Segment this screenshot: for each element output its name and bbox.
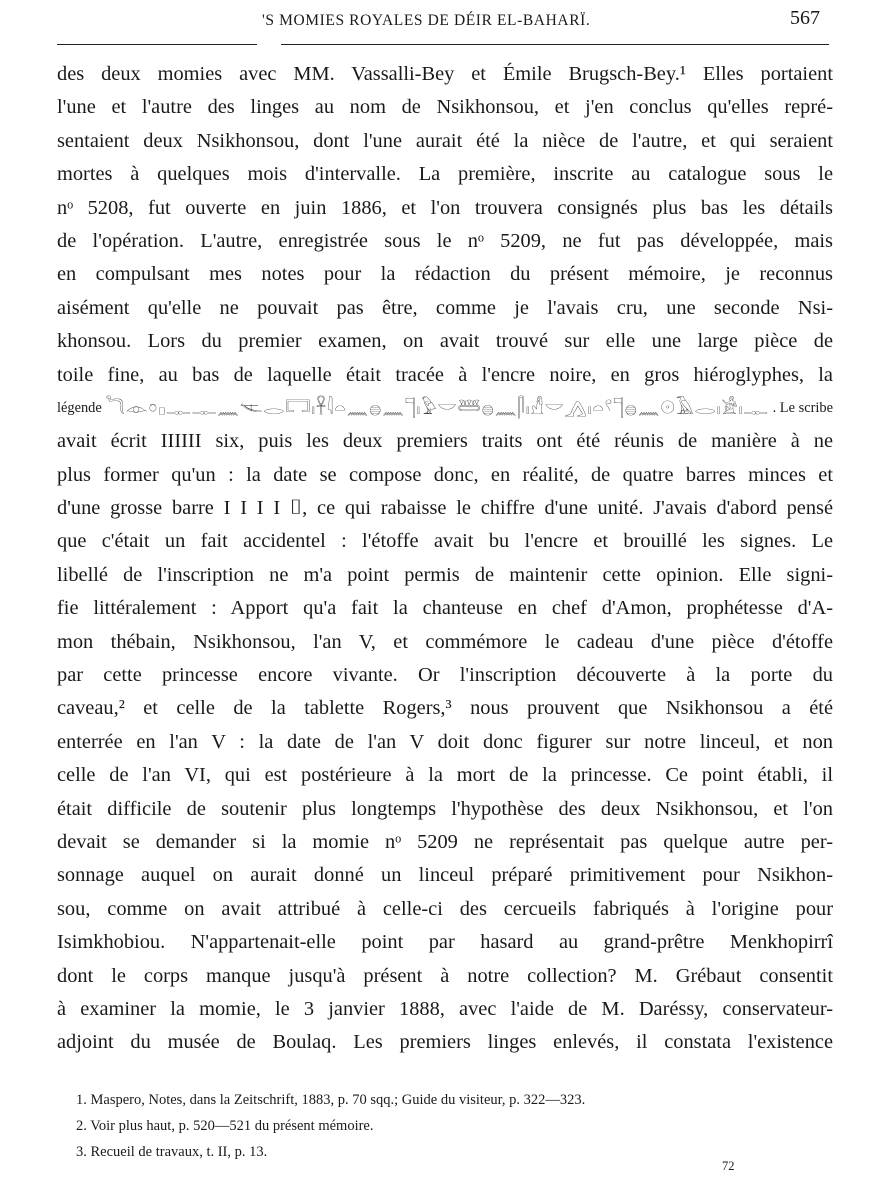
footnote: 2. Voir plus haut, p. 520—521 du présent mémoire. (76, 1118, 374, 1134)
text-line: des deux momies avec MM. Vassalli-Bey et Émile Brugsch-Bey.¹ Elles portaient (57, 63, 833, 85)
hieroglyph-legend: 𓆓𓁹𓏌𓊪𓊃𓊃𓈖𓌻𓂋𓉐𓏤𓋹𓇋𓏏𓈖𓐍𓈖𓊹𓏤𓅱𓎟𓆷𓐍𓈖𓋴𓏤𓀭𓎟𓂻𓏤𓏏𓍢𓊹𓐍𓈖𓇳𓄿𓂋𓏤𓀀𓏤𓊃 (105, 397, 769, 419)
text-line: avait écrit IIIIII six, puis les deux premiers traits ont été réunis de manière à ne (57, 430, 833, 453)
text-line: dont le corps manque jusqu'à présent à notre collection? M. Grébaut consentit (57, 964, 833, 987)
text-line: était difficile de soutenir plus longtemps l'hypothèse des deux Nsikhonsou, et l'on (57, 797, 833, 820)
text-line: à examiner la momie, le 3 janvier 1888, avec l'aide de M. Daréssy, conservateur- (57, 997, 833, 1020)
text-line: aisément qu'elle ne pouvait pas être, comme je l'avais cru, une seconde Nsi- (57, 296, 833, 319)
text-line: sonnage auquel on aurait donné un linceul préparé primitivement pour Nsikhon- (57, 864, 833, 887)
text-line: d'une grosse barre I I I I ⌷, ce qui rabaisse le chiffre d'une unité. J'avais d'abord pensé (57, 497, 833, 520)
body-text (57, 58, 833, 1060)
text-line: devait se demander si la momie nᵒ 5209 ne représentait pas quelque autre per- (57, 830, 833, 853)
text-line: sentaient deux Nsikhonsou, dont l'une aurait été la nièce de l'autre, et qui seraient (57, 129, 833, 152)
text-line: l'une et l'autre des linges au nom de Nsikhonsou, et j'en conclus qu'elles repré- (57, 96, 833, 119)
legend-trailing-text: . Le scribe (772, 399, 833, 416)
legend-label: légende (57, 399, 102, 416)
text-line: nᵒ 5208, fut ouverte en juin 1886, et l'on trouvera consignés plus bas les détails (57, 196, 833, 219)
footnote: 3. Recueil de travaux, t. II, p. 13. (76, 1144, 268, 1160)
text-line: que c'était un fait accidentel : l'étoffe avait bu l'encre et brouillé les signes. Le (57, 530, 833, 553)
text-line: libellé de l'inscription ne m'a point permis de maintenir cette opinion. Elle signi- (57, 563, 833, 586)
text-line: khonsou. Lors du premier examen, on avait trouvé sur elle une large pièce de (57, 330, 833, 353)
running-title: 'S MOMIES ROYALES DE DÉIR EL-BAHARÏ. (262, 12, 591, 29)
text-line: sou, comme on avait attribué à celle-ci des cercueils fabriqués à l'origine pour (57, 897, 833, 920)
footnote: 1. Maspero, Notes, dans la Zeitschrift, 1883, p. 70 sqq.; Guide du visiteur, p. 322—323. (76, 1092, 586, 1108)
footnotes (76, 1087, 836, 1165)
text-line: plus former qu'un : la date se compose donc, en réalité, de quatre barres minces et (57, 463, 833, 486)
page-header (0, 4, 874, 44)
text-line: par cette princesse encore vivante. Or l'inscription découverte à la porte du (57, 664, 833, 687)
text-line: en compulsant mes notes pour la rédaction du présent mémoire, je reconnus (57, 263, 833, 286)
text-line: de l'opération. L'autre, enregistrée sous le nᵒ 5209, ne fut pas développée, mais (57, 229, 833, 252)
header-rule-right (281, 44, 829, 45)
page-number: 567 (790, 7, 820, 29)
text-line: fie littéralement : Apport qu'a fait la chanteuse en chef d'Amon, prophétesse d'A- (57, 597, 833, 620)
text-line: toile fine, au bas de laquelle était tracée à l'encre noire, en gros hiéroglyphes, la (57, 363, 833, 386)
text-line: enterrée en l'an V : la date de l'an V doit donc figurer sur notre linceul, et non (57, 730, 833, 753)
text-line: caveau,² et celle de la tablette Rogers,³ nous prouvent que Nsikhonsou a été (57, 697, 833, 720)
text-line: adjoint du musée de Boulaq. Les premiers linges enlevés, il constata l'existence (57, 1031, 833, 1054)
signature-mark: 72 (722, 1159, 735, 1173)
header-rule-left (57, 44, 257, 45)
text-line: mon thébain, Nsikhonsou, l'an V, et commémore le cadeau d'une pièce d'étoffe (57, 630, 833, 653)
text-line: Isimkhobiou. N'appartenait-elle point par hasard au grand-prêtre Menkhopirrî (57, 931, 833, 954)
text-line: celle de l'an VI, qui est postérieure à la mort de la princesse. Ce point établi, il (57, 764, 833, 787)
text-line: mortes à quelques mois d'intervalle. La première, inscrite au catalogue sous le (57, 163, 833, 186)
legend-line (57, 392, 833, 425)
